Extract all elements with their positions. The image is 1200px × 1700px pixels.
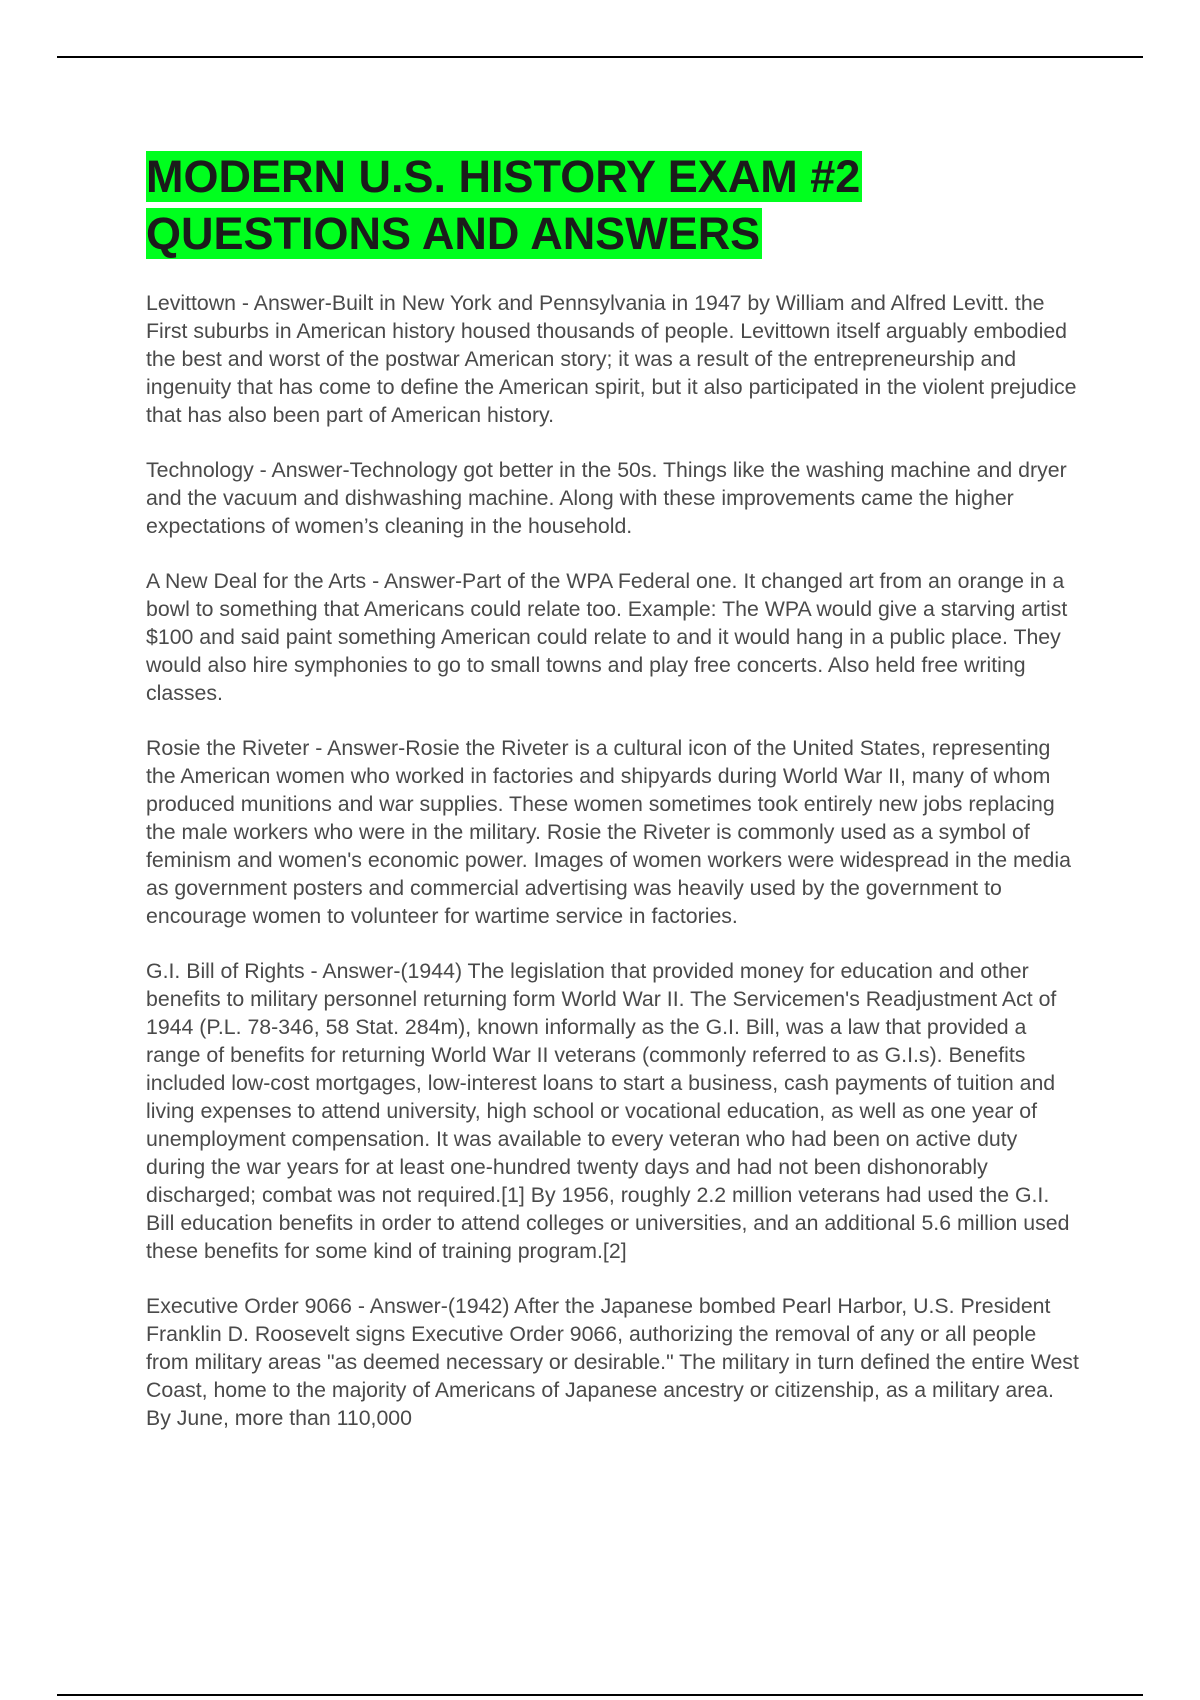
header-rule <box>57 56 1143 58</box>
qa-answer-label: Answer- <box>253 291 332 315</box>
qa-answer: Technology got better in the 50s. Things like the washing machine and dryer and the vacuum and dishwashing machine. Along with these improvements came the higher expectations of women’s cleaning in the household. <box>146 458 1067 538</box>
qa-term: Levittown <box>146 291 236 315</box>
qa-term: Rosie the Riveter <box>146 736 310 760</box>
qa-term: A New Deal for the Arts <box>146 569 367 593</box>
qa-separator: - <box>253 458 272 482</box>
qa-answer: Rosie the Riveter is a cultural icon of the United States, representing the American women who worked in factories and shipyards during World War II, many of whom produced munitions and war supplies. These women sometimes took entirely new jobs replacing the male workers who were in the military. Rosie the Riveter is commonly used as a symbol of feminism and women's economic power. Images of women workers were widespread in the media as government posters and commercial advertising was heavily used by the government to encourage women to volunteer for wartime service in factories. <box>146 736 1071 928</box>
qa-separator: - <box>235 291 254 315</box>
qa-separator: - <box>366 569 384 593</box>
qa-answer-label: Answer- <box>383 569 463 593</box>
qa-answer-label: Answer- <box>271 458 350 482</box>
qa-answer: (1942) After the Japanese bombed Pearl Harbor, U.S. President Franklin D. Roosevelt signs Executive Order 9066, authorizing the removal of any or all people from military areas "as deemed necessary or desirable." The military in turn defined the entire West Coast, home to the majority of Americans of Japanese ancestry or citizenship, as a military area. By June, more than 110,000 <box>146 1294 1079 1430</box>
qa-answer-label: Answer- <box>369 1294 448 1318</box>
qa-entry-new-deal-arts <box>146 567 1081 707</box>
document-title <box>146 148 1081 262</box>
qa-term: Executive Order 9066 <box>146 1294 352 1318</box>
qa-answer-label: Answer- <box>322 959 401 983</box>
footer-rule <box>57 1694 1143 1696</box>
qa-entry-technology <box>146 456 1081 540</box>
qa-answer: Built in New York and Pennsylvania in 1947 by William and Alfred Levitt. the First suburbs in American history housed thousands of people. Levittown itself arguably embodied the best and worst of the postwar American story; it was a result of the entrepreneurship and ingenuity that has come to define the American spirit, but it also participated in the violent prejudice that has also been part of American history. <box>146 291 1077 427</box>
qa-term: G.I. Bill of Rights <box>146 959 305 983</box>
qa-separator: - <box>304 959 323 983</box>
qa-separator: - <box>351 1294 370 1318</box>
qa-entry-gi-bill <box>146 957 1081 1265</box>
qa-answer-label: Answer- <box>327 736 406 760</box>
qa-answer: Part of the WPA Federal one. It changed art from an orange in a bowl to something that Americans could relate too. Example: The WPA would give a starving artist $100 and said paint something American could relate to and it would hang in a public place. They would also hire symphonies to go to small towns and play free concerts. Also held free writing classes. <box>146 569 1068 705</box>
qa-entry-executive-order-9066 <box>146 1292 1081 1432</box>
qa-separator: - <box>309 736 328 760</box>
title-line-1: MODERN U.S. HISTORY EXAM #2 <box>146 151 861 202</box>
qa-term: Technology <box>146 458 254 482</box>
qa-entry-rosie-the-riveter <box>146 734 1081 930</box>
qa-answer: (1944) The legislation that provided money for education and other benefits to military personnel returning form World War II. The Servicemen's Readjustment Act of 1944 (P.L. 78-346, 58 Stat. 284m), known informally as the G.I. Bill, was a law that provided a range of benefits for returning World War II veterans (commonly referred to as G.I.s). Benefits included low-cost mortgages, low-interest loans to start a business, cash payments of tuition and living expenses to attend university, high school or vocational education, as well as one year of unemployment compensation. It was available to every veteran who had been on active duty during the war years for at least one-hundred twenty days and had not been dishonorably discharged; combat was not required.[1] By 1956, roughly 2.2 million veterans had used the G.I. Bill education benefits in order to attend colleges or universities, and an additional 5.6 million used these benefits for some kind of training program.[2] <box>146 959 1070 1263</box>
title-line-2: QUESTIONS AND ANSWERS <box>146 208 761 259</box>
qa-list <box>146 289 1081 1432</box>
document-body <box>146 148 1081 1459</box>
qa-entry-levittown <box>146 289 1081 429</box>
